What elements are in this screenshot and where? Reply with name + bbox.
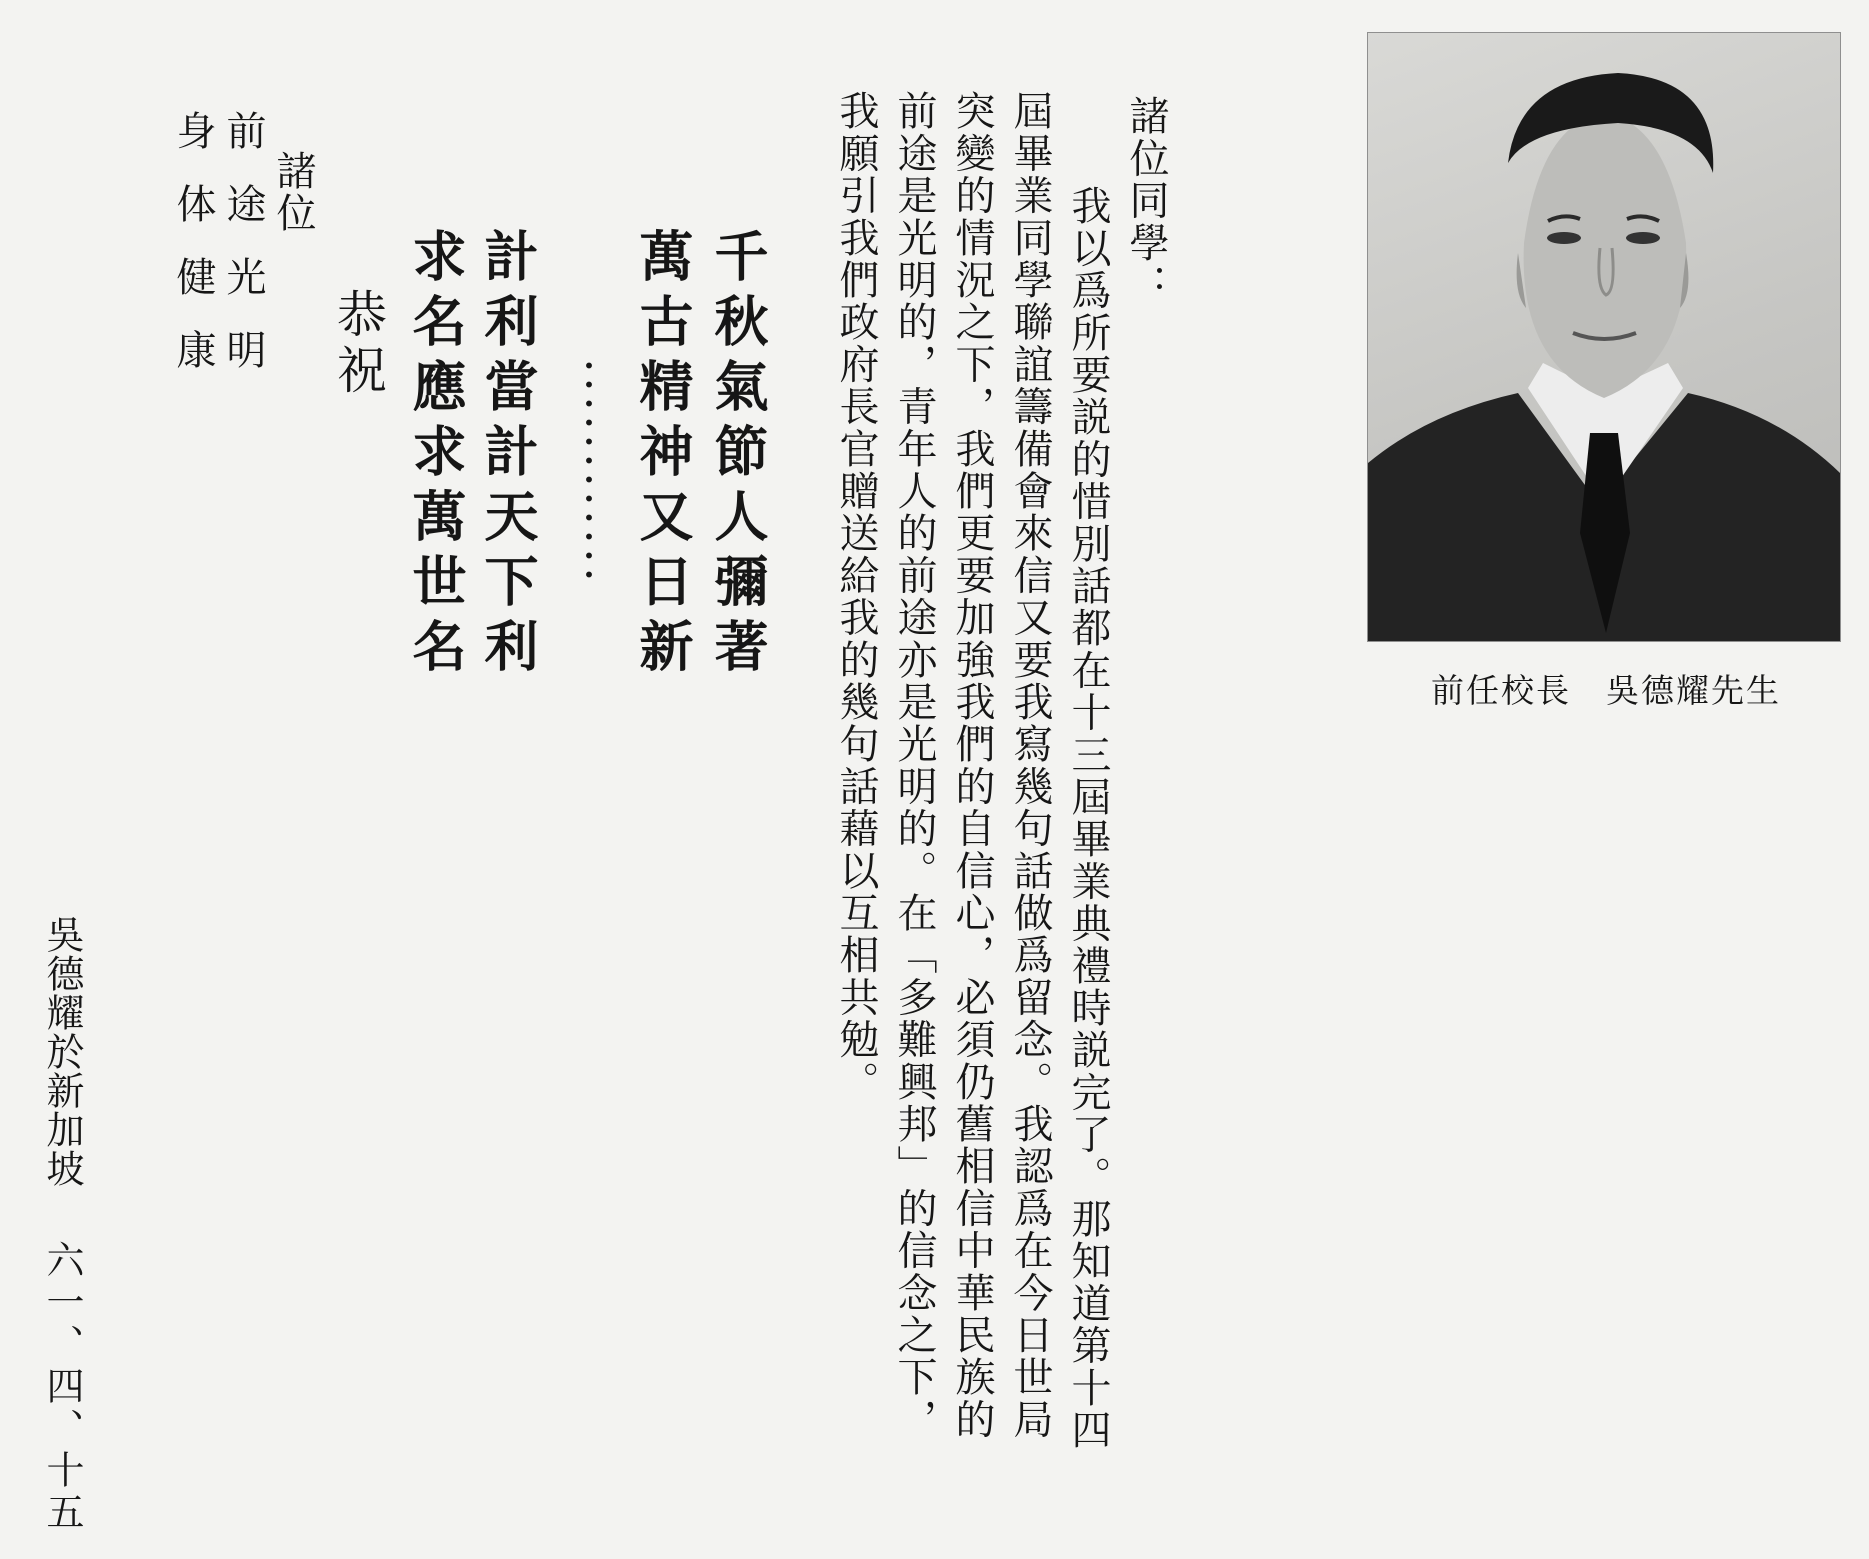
poem-line: 萬古精神又日新 [631,228,694,683]
letter-date: 六一、四、十五 [40,1240,84,1534]
address-line: 諸位 [270,150,316,234]
poem-line: 千秋氣節人彌著 [706,228,769,683]
ellipsis-dots [585,356,593,578]
principal-portrait-photo [1367,32,1841,642]
letter-salutation: 諸位同學： [1123,95,1169,306]
letter-line: 我願引我們政府長官贈送給我的幾句話藉以互相共勉。 [833,90,879,1103]
wish-line: 前途光明 [220,110,266,402]
wish-line: 身体健康 [170,110,216,402]
poem-line: 求名應求萬世名 [404,228,467,683]
letter-line: 屆畢業同學聯誼籌備會來信又要我寫幾句話做爲留念。我認爲在今日世局 [1007,90,1053,1441]
photo-caption: 前任校長 吳德耀先生 [1431,671,1781,710]
letter-line: 突變的情況之下，我們更要加強我們的自信心，必須仍舊相信中華民族的 [949,90,995,1441]
respectful-wish: 恭祝 [329,288,387,400]
author-signature: 吳德耀於新加坡 [40,915,84,1188]
letter-line: 前途是光明的，青年人的前途亦是光明的。在「多難興邦」的信念之下， [891,90,937,1441]
poem-line: 計利當計天下利 [476,228,539,683]
letter-line: 我以爲所要説的惜別話都在十三屆畢業典禮時説完了。那知道第十四 [1065,185,1111,1451]
